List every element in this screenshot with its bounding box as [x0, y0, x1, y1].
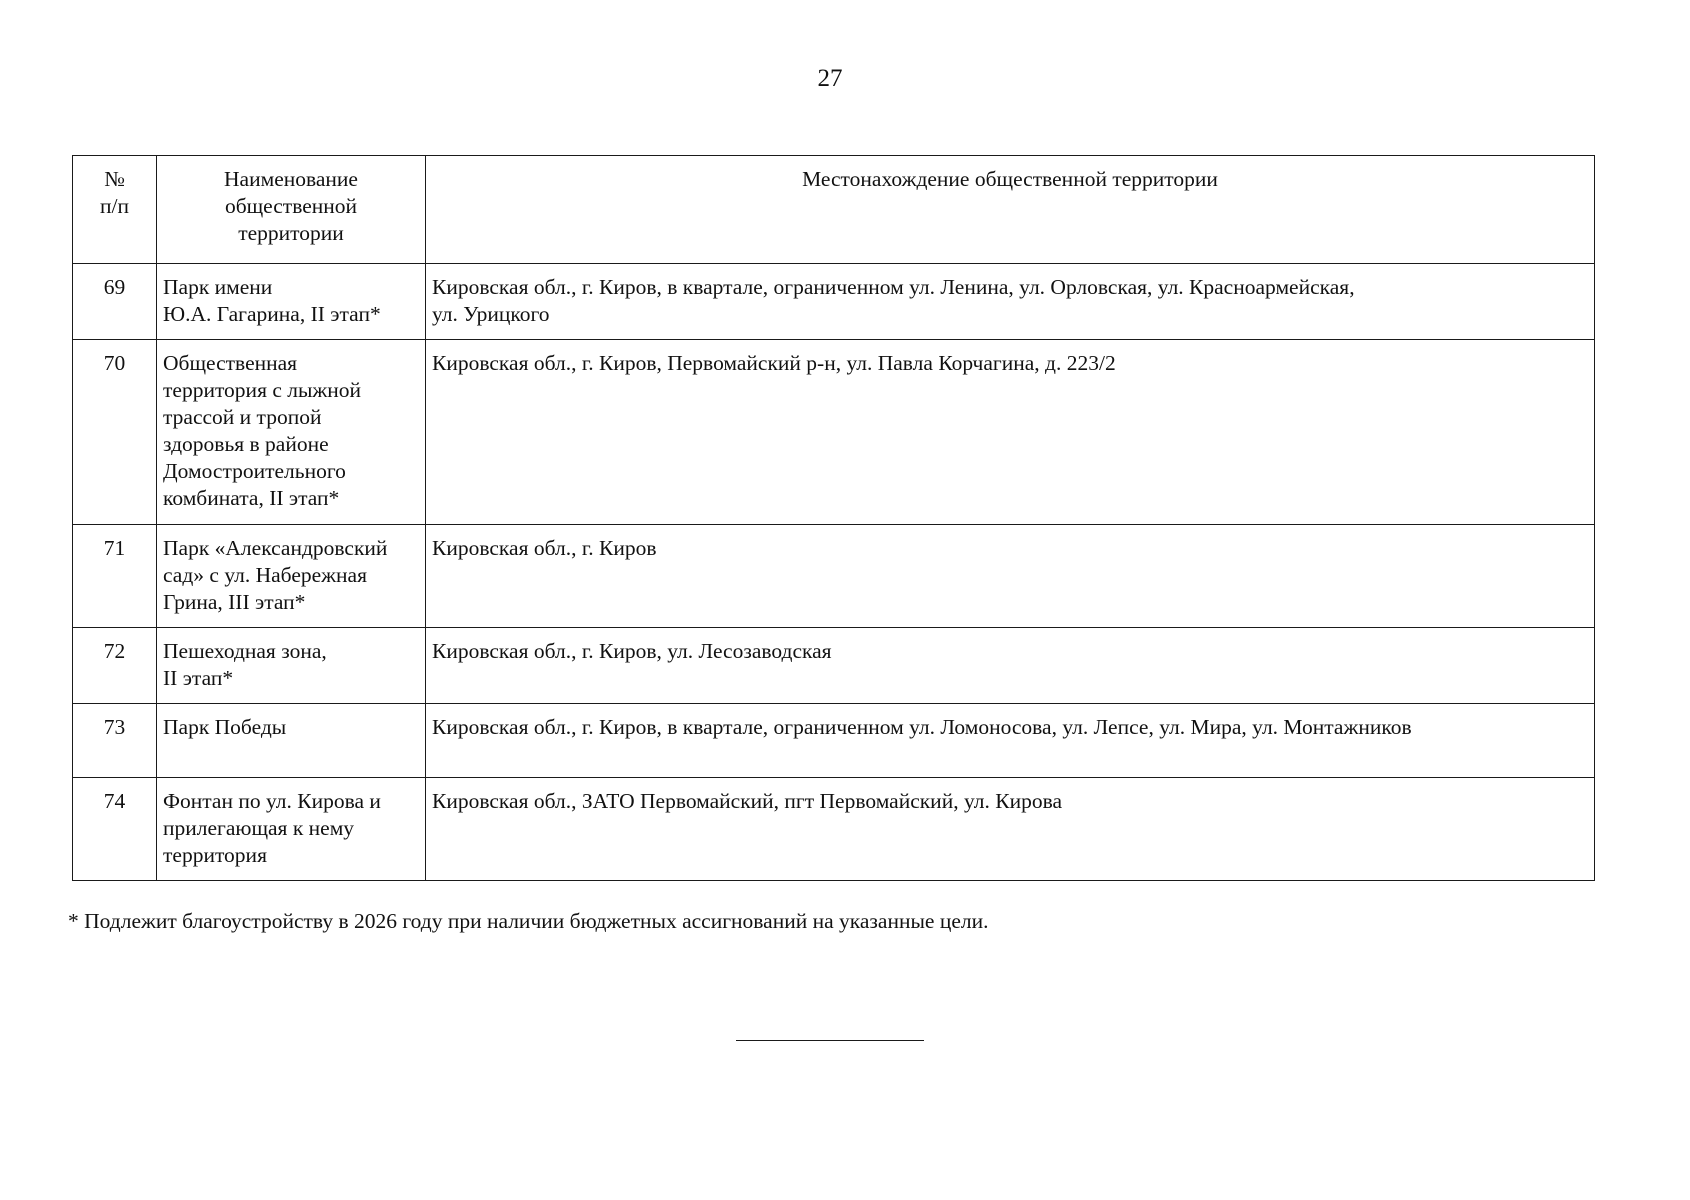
row-number: 72 — [73, 628, 157, 704]
row-name: Общественная территория с лыжной трассой и тропой здоровья в районе Домостроительного комбината, II этап* — [157, 340, 426, 525]
row-number: 71 — [73, 525, 157, 628]
table-row — [73, 264, 1595, 340]
row-name: Пешеходная зона, II этап* — [157, 628, 426, 704]
territories-table — [72, 155, 1595, 881]
row-location: Кировская обл., г. Киров, в квартале, ограниченном ул. Ломоносова, ул. Лепсе, ул. Мира, ул. Монтажников — [426, 704, 1595, 778]
row-name: Парк Победы — [157, 704, 426, 778]
closing-divider — [736, 1040, 924, 1041]
header-location: Местонахождение общественной территории — [426, 156, 1595, 264]
row-name: Парк «Александровский сад» с ул. Набережная Грина, III этап* — [157, 525, 426, 628]
table-row — [73, 340, 1595, 525]
footnote: * Подлежит благоустройству в 2026 году при наличии бюджетных ассигнований на указанные цели. — [68, 909, 989, 933]
row-location: Кировская обл., г. Киров, в квартале, ограниченном ул. Ленина, ул. Орловская, ул. Красноармейская, ул. Урицкого — [426, 264, 1595, 340]
row-name: Фонтан по ул. Кирова и прилегающая к нему территория — [157, 778, 426, 881]
table-row — [73, 525, 1595, 628]
row-location: Кировская обл., г. Киров, Первомайский р-н, ул. Павла Корчагина, д. 223/2 — [426, 340, 1595, 525]
table-header-row — [73, 156, 1595, 264]
row-number: 69 — [73, 264, 157, 340]
table-row — [73, 628, 1595, 704]
row-name: Парк имени Ю.А. Гагарина, II этап* — [157, 264, 426, 340]
table-row — [73, 778, 1595, 881]
page-number: 27 — [817, 65, 843, 92]
row-number: 73 — [73, 704, 157, 778]
table-row — [73, 704, 1595, 778]
row-location: Кировская обл., г. Киров, ул. Лесозаводская — [426, 628, 1595, 704]
header-name: Наименование общественной территории — [157, 156, 426, 264]
header-number: № п/п — [73, 156, 157, 264]
row-location: Кировская обл., ЗАТО Первомайский, пгт Первомайский, ул. Кирова — [426, 778, 1595, 881]
row-number: 74 — [73, 778, 157, 881]
row-location: Кировская обл., г. Киров — [426, 525, 1595, 628]
row-number: 70 — [73, 340, 157, 525]
